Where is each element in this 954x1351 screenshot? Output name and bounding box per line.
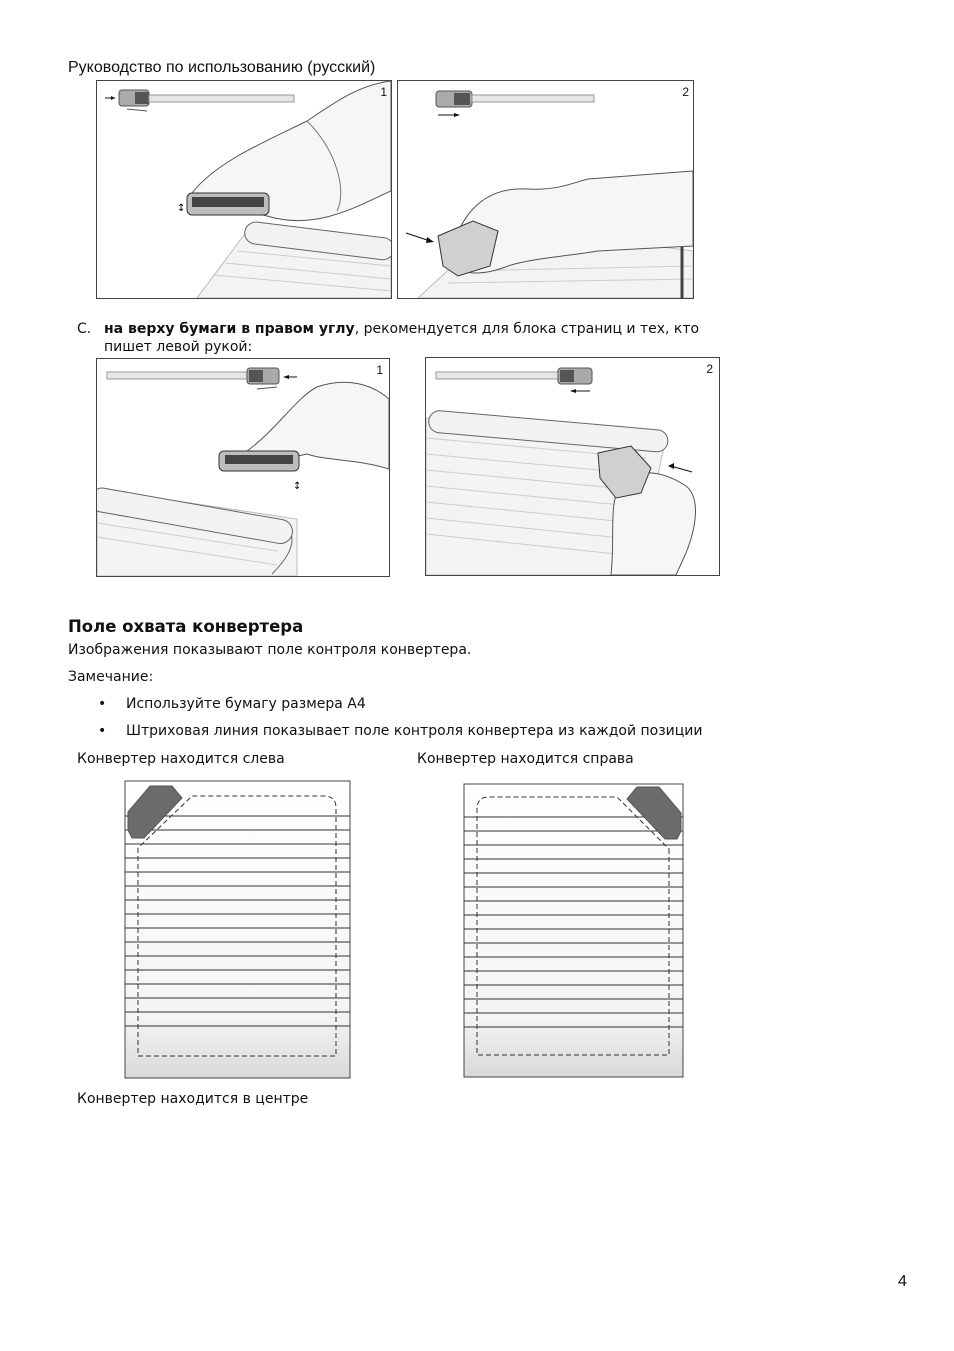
section-description: Изображения показывают поле контроля конвертера. — [68, 642, 472, 658]
figure-number: 1 — [380, 85, 387, 99]
coverage-diagram-right — [463, 783, 685, 1080]
illustration-right-corner-step-1 — [96, 358, 390, 577]
page-header-title: Руководство по использованию (русский) — [68, 59, 376, 76]
caption-converter-center: Конвертер находится в центре — [77, 1091, 309, 1107]
list-item-bold-text: на верху бумаги в правом углу — [104, 321, 355, 337]
illustration-left-corner-step-1 — [96, 80, 392, 299]
figure-number: 1 — [376, 363, 383, 377]
list-item-letter: C. — [77, 321, 92, 337]
hand-attaching-converter-right-image — [97, 359, 389, 576]
section-heading: Поле охвата конвертера — [68, 617, 304, 636]
illustration-right-corner-step-2 — [425, 357, 720, 576]
svg-text:↕: ↕ — [177, 203, 186, 214]
list-item-continuation: пишет левой рукой: — [104, 339, 253, 355]
figure-number: 2 — [682, 85, 689, 99]
hand-sliding-converter-right-image — [426, 358, 719, 575]
bullet-text: Используйте бумагу размера A4 — [126, 696, 366, 712]
caption-converter-left: Конвертер находится слева — [77, 751, 285, 767]
bullet-item — [98, 723, 703, 739]
bullet-text: Штриховая линия показывает поле контроля конвертера из каждой позиции — [126, 723, 703, 739]
figure-number: 2 — [706, 362, 713, 376]
bullet-symbol: • — [98, 723, 107, 739]
page-number: 4 — [898, 1273, 907, 1290]
list-item-text: , рекомендуется для блока страниц и тех, кто — [354, 321, 700, 337]
list-item-c — [77, 320, 727, 356]
hand-sliding-converter-image — [398, 81, 693, 298]
bullet-item — [98, 696, 366, 712]
illustration-left-corner-step-2 — [397, 80, 694, 299]
coverage-diagram-left — [124, 780, 352, 1080]
caption-converter-right: Конвертер находится справа — [417, 751, 634, 767]
svg-text:↕: ↕ — [293, 481, 302, 492]
bullet-symbol: • — [98, 696, 107, 712]
hand-attaching-converter-image — [97, 81, 391, 298]
note-label: Замечание: — [68, 669, 154, 685]
